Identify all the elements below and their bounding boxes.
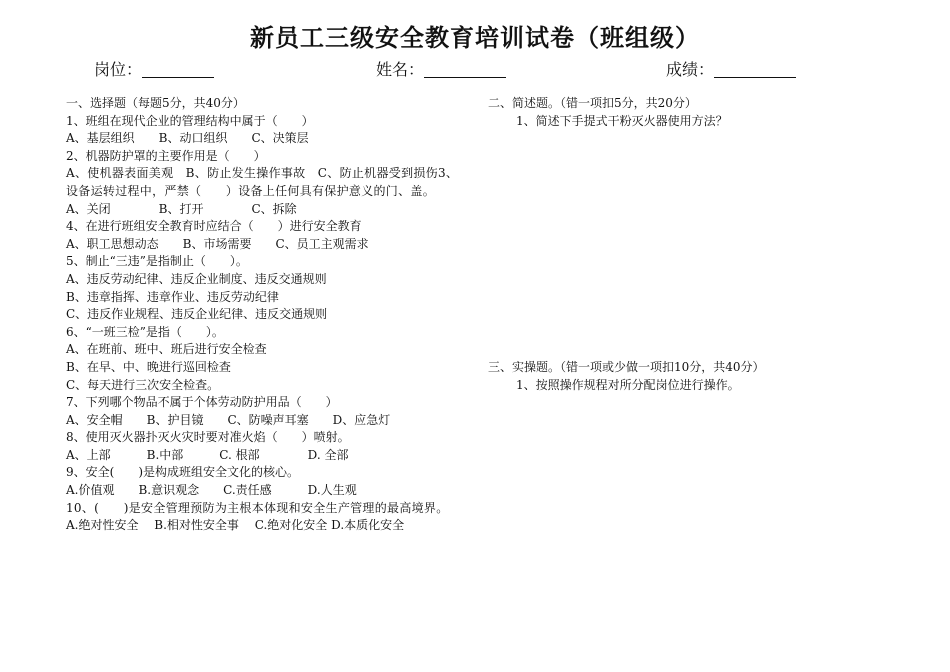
question-line: 7、下列哪个物品不属于个体劳动防护用品（ ） [66,395,338,410]
multiple-choice-section [66,95,466,535]
option-line: A、上部 B.中部 C. 根部 D. 全部 [66,447,349,462]
option-line: A、使机器表面美观 B、防止发生操作事故 C、防止机器受到损伤3、设备运转过程中，严禁（ ）设备上任何具有保护意义的门、盖。 [66,166,459,198]
option-line: C、每天进行三次安全检查。 [66,377,220,392]
section-heading: 三、实操题。（错一项或少做一项扣10分，共40分） [488,360,765,374]
question-line: 4、在进行班组安全教育时应结合（ ）进行安全教育 [66,219,362,234]
option-line: A、职工思想动态 B、市场需要 C、员工主观需求 [66,236,369,251]
name-blank-line [424,61,506,78]
question-line: 1、简述下手提式干粉灭火器使用方法？ [516,113,728,128]
option-line: A、关闭 B、打开 C、拆除 [66,201,297,216]
post-field [94,57,214,80]
question-line: 10、( )是安全管理预防为主根本体现和安全生产管理的最高境界。 [66,500,449,515]
section-heading: 二、简述题。（错一项扣5分，共20分） [488,96,697,110]
practical-section [488,359,765,394]
question-line: 6、“一班三检”是指（ ）。 [66,324,224,339]
score-label: 成绩： [666,60,715,79]
section-heading: 一、选择题（每题5分，共40分） [66,96,245,110]
question-line: 9、安全( )是构成班组安全文化的核心。 [66,465,299,480]
option-line: A.价值观 B.意识观念 C.责任感 D.人生观 [66,483,357,498]
option-line: A、基层组织 B、动口组织 C、决策层 [66,131,309,146]
option-line: B、在早、中、晚进行巡回检查 [66,359,231,374]
post-label: 岗位： [94,60,143,79]
page-title: 新员工三级安全教育培训试卷（班组级） [250,23,700,52]
post-blank-line [142,61,214,78]
question-line: 2、机器防护罩的主要作用是（ ） [66,148,266,163]
option-line: A、安全帽 B、护目镜 C、防噪声耳塞 D、应急灯 [66,412,391,427]
question-line: 8、使用灭火器扑灭火灾时要对准火焰（ ）喷射。 [66,430,350,445]
option-line: A.绝对性安全 B.相对性安全事 C.绝对化安全 D.本质化安全 [66,518,405,533]
score-field [666,57,796,80]
option-line: A、在班前、班中、班后进行安全检查 [66,342,267,357]
score-blank-line [714,61,796,78]
short-answer-section [488,95,728,130]
question-line: 5、制止“三违”是指制止（ ）。 [66,254,248,269]
name-field [376,57,506,80]
question-line: 1、班组在现代企业的管理结构中属于（ ） [66,113,314,128]
name-label: 姓名： [376,60,425,79]
option-line: A、违反劳动纪律、违反企业制度、违反交通规则 [66,271,327,286]
option-line: B、违章指挥、违章作业、违反劳动纪律 [66,289,279,304]
question-line: 1、按照操作规程对所分配岗位进行操作。 [516,377,740,392]
option-line: C、违反作业规程、违反企业纪律、违反交通规则 [66,307,328,322]
